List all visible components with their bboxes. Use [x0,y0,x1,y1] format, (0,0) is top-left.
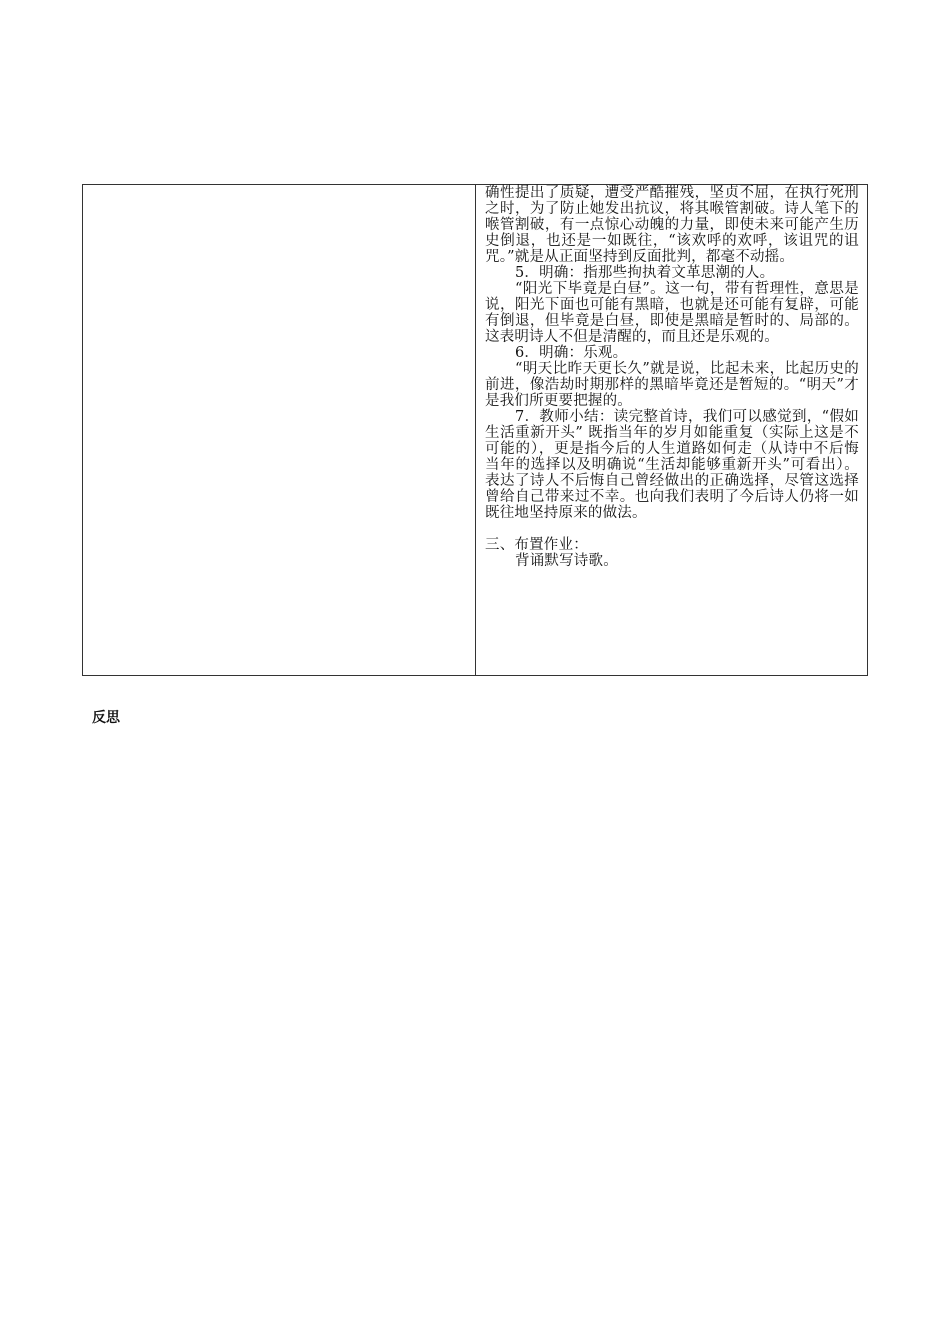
spacer [485,521,859,537]
item-5-detail: “阳光下毕竟是白昼”。这一句，带有哲理性，意思是说，阳光下面也可能有黑暗，也就是还可能有复辟，可能有倒退，但毕竟是白昼，即使是黑暗是暂时的、局部的。这表明诗人不但是清醒的，而且还是乐观的。 [485,281,859,345]
table-left-cell [83,185,476,675]
table-right-cell [476,185,867,675]
item-5: 5．明确：指那些拘执着文革思潮的人。 [515,265,775,281]
homework-heading: 三、布置作业： [485,537,588,553]
reflection-heading: 反思 [92,710,120,726]
item-7: 7．教师小结：读完整首诗，我们可以感觉到，“假如生活重新开头” 既指当年的岁月如能重复（实际上这是不可能的），更是指今后的人生道路如何走（从诗中不后悔当年的选择以及明确说“生活却能够重新开头”可看出）。表达了诗人不后悔自己曾经做出的正确选择，尽管这选择曾给自己带来过不幸。也向我们表明了今后诗人仍将一如既往地坚持原来的做法。 [485,409,859,521]
continuation-paragraph: 确性提出了质疑，遭受严酷摧残，坚贞不屈，在执行死刑之时，为了防止她发出抗议，将其喉管割破。诗人笔下的喉管割破，有一点惊心动魄的力量，即使未来可能产生历史倒退，也还是一如既往，“该欢呼的欢呼，该诅咒的诅咒。”就是从正面坚持到反面批判，都毫不动摇。 [485,185,859,265]
lesson-table [82,184,868,676]
homework-task: 背诵默写诗歌。 [515,553,618,569]
item-6: 6．明确：乐观。 [515,345,628,361]
item-6-detail: “明天比昨天更长久”就是说，比起未来，比起历史的前进，像浩劫时期那样的黑暗毕竟还是暂短的。“明天”才是我们所更要把握的。 [485,361,859,409]
